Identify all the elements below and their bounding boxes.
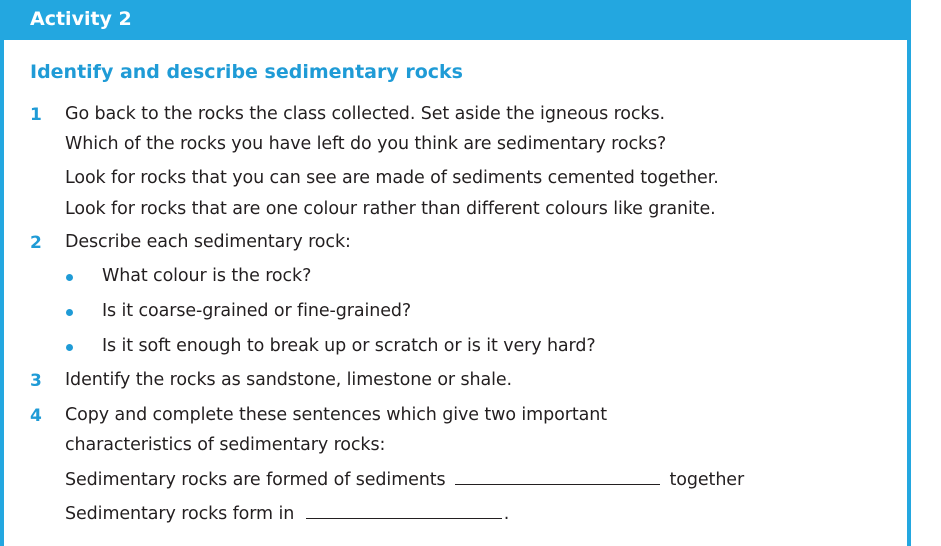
activity-subtitle: Identify and describe sedimentary rocks <box>30 61 463 83</box>
item-2-bullet-1: What colour is the rock? <box>102 266 312 286</box>
item-3-line-1: Identify the rocks as sandstone, limestone or shale. <box>65 370 513 390</box>
item-number-1: 1 <box>30 105 42 125</box>
item-2-bullet-3: Is it soft enough to break up or scratch or is it very hard? <box>102 336 596 356</box>
fill-in-sentence-2 <box>65 504 509 524</box>
item-2-bullet-2: Is it coarse-grained or fine-grained? <box>102 301 412 321</box>
item-1-line-2: Which of the rocks you have left do you think are sedimentary rocks? <box>65 134 667 154</box>
answer-blank-1[interactable] <box>455 484 660 485</box>
item-number-3: 3 <box>30 371 42 391</box>
sentence-2-start: Sedimentary rocks form in <box>65 504 295 524</box>
answer-blank-2[interactable] <box>306 518 502 519</box>
bullet-dot <box>66 274 73 281</box>
item-1-line-1: Go back to the rocks the class collected. Set aside the igneous rocks. <box>65 104 665 124</box>
item-1-line-3: Look for rocks that you can see are made of sediments cemented together. <box>65 168 719 188</box>
item-number-4: 4 <box>30 406 42 426</box>
bullet-dot <box>66 309 73 316</box>
sentence-1-end: together <box>669 470 745 490</box>
sentence-2-end: . <box>503 504 510 524</box>
item-1-line-4: Look for rocks that are one colour rather than different colours like granite. <box>65 199 716 219</box>
fill-in-sentence-1 <box>65 470 744 490</box>
item-4-line-1: Copy and complete these sentences which give two important <box>65 405 607 425</box>
item-number-2: 2 <box>30 233 42 253</box>
activity-title: Activity 2 <box>30 8 132 30</box>
item-2-line-1: Describe each sedimentary rock: <box>65 232 351 252</box>
item-4-line-2: characteristics of sedimentary rocks: <box>65 435 386 455</box>
sentence-1-start: Sedimentary rocks are formed of sediments <box>65 470 446 490</box>
bullet-dot <box>66 344 73 351</box>
activity-header <box>0 0 911 40</box>
